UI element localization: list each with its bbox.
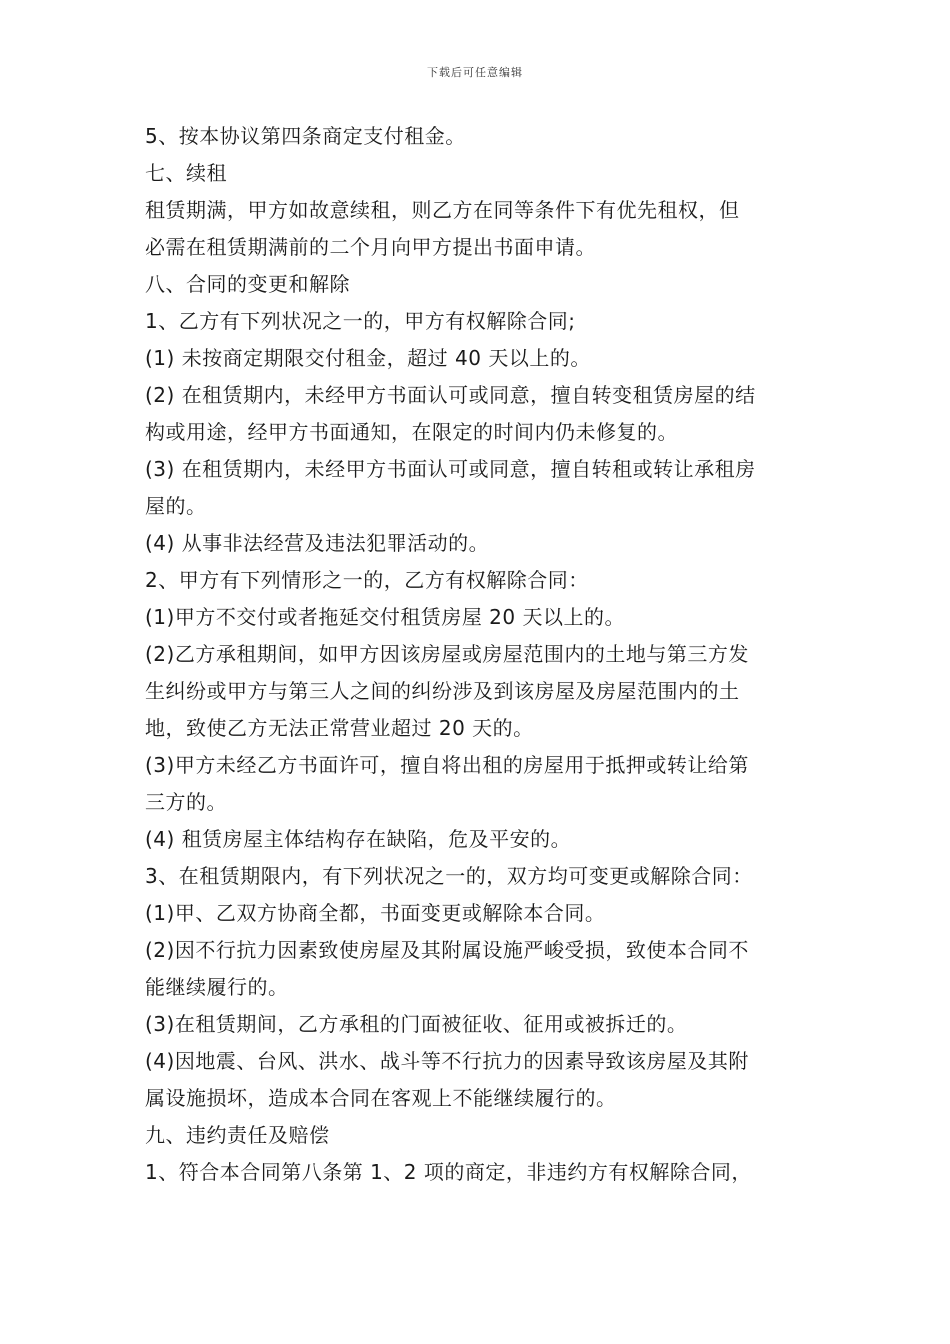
text-line: (4) 从事非法经营及违法犯罪活动的。 bbox=[145, 531, 490, 555]
text-line: (1) 未按商定期限交付租金，超过 40 天以上的。 bbox=[145, 346, 591, 370]
text-line: (1)甲方不交付或者拖延交付租赁房屋 20 天以上的。 bbox=[145, 605, 625, 629]
text-line: 地，致使乙方无法正常营业超过 20 天的。 bbox=[145, 716, 534, 740]
text-line: 1、乙方有下列状况之一的，甲方有权解除合同; bbox=[145, 309, 576, 333]
text-line: 属设施损坏，造成本合同在客观上不能继续履行的。 bbox=[145, 1086, 617, 1110]
text-line: 屋的。 bbox=[145, 494, 207, 518]
text-line: (2)因不行抗力因素致使房屋及其附属设施严峻受损，致使本合同不 bbox=[145, 938, 749, 962]
text-line: (1)甲、乙双方协商全都，书面变更或解除本合同。 bbox=[145, 901, 606, 925]
text-line: (3) 在租赁期内，未经甲方书面认可或同意，擅自转租或转让承租房 bbox=[145, 457, 756, 481]
text-line: (3)甲方未经乙方书面许可，擅自将出租的房屋用于抵押或转让给第 bbox=[145, 753, 749, 777]
text-line: 租赁期满，甲方如故意续租，则乙方在同等条件下有优先租权，但 bbox=[145, 198, 740, 222]
text-line: 能继续履行的。 bbox=[145, 975, 289, 999]
text-line: 1、符合本合同第八条第 1、2 项的商定，非违约方有权解除合同， bbox=[145, 1160, 752, 1184]
document-body bbox=[145, 118, 810, 1191]
section-heading: 九、违约责任及赔偿 bbox=[145, 1123, 330, 1147]
page-header: 下载后可任意编辑 bbox=[427, 66, 523, 79]
text-line: 2、甲方有下列情形之一的，乙方有权解除合同： bbox=[145, 568, 589, 592]
text-line: 三方的。 bbox=[145, 790, 227, 814]
text-line: 构或用途，经甲方书面通知，在限定的时间内仍未修复的。 bbox=[145, 420, 678, 444]
section-heading: 七、续租 bbox=[145, 161, 227, 185]
text-line: (2)乙方承租期间，如甲方因该房屋或房屋范围内的土地与第三方发 bbox=[145, 642, 749, 666]
text-line: (2) 在租赁期内，未经甲方书面认可或同意，擅自转变租赁房屋的结 bbox=[145, 383, 756, 407]
text-line: (4)因地震、台风、洪水、战斗等不行抗力的因素导致该房屋及其附 bbox=[145, 1049, 749, 1073]
text-line: (3)在租赁期间，乙方承租的门面被征收、征用或被拆迁的。 bbox=[145, 1012, 688, 1036]
text-line: 必需在租赁期满前的二个月向甲方提出书面申请。 bbox=[145, 235, 596, 259]
text-line: (4) 租赁房屋主体结构存在缺陷，危及平安的。 bbox=[145, 827, 572, 851]
text-line: 3、在租赁期限内，有下列状况之一的，双方均可变更或解除合同： bbox=[145, 864, 753, 888]
text-line: 生纠纷或甲方与第三人之间的纠纷涉及到该房屋及房屋范围内的土 bbox=[145, 679, 740, 703]
text-line: 5、按本协议第四条商定支付租金。 bbox=[145, 124, 466, 148]
section-heading: 八、合同的变更和解除 bbox=[145, 272, 350, 296]
